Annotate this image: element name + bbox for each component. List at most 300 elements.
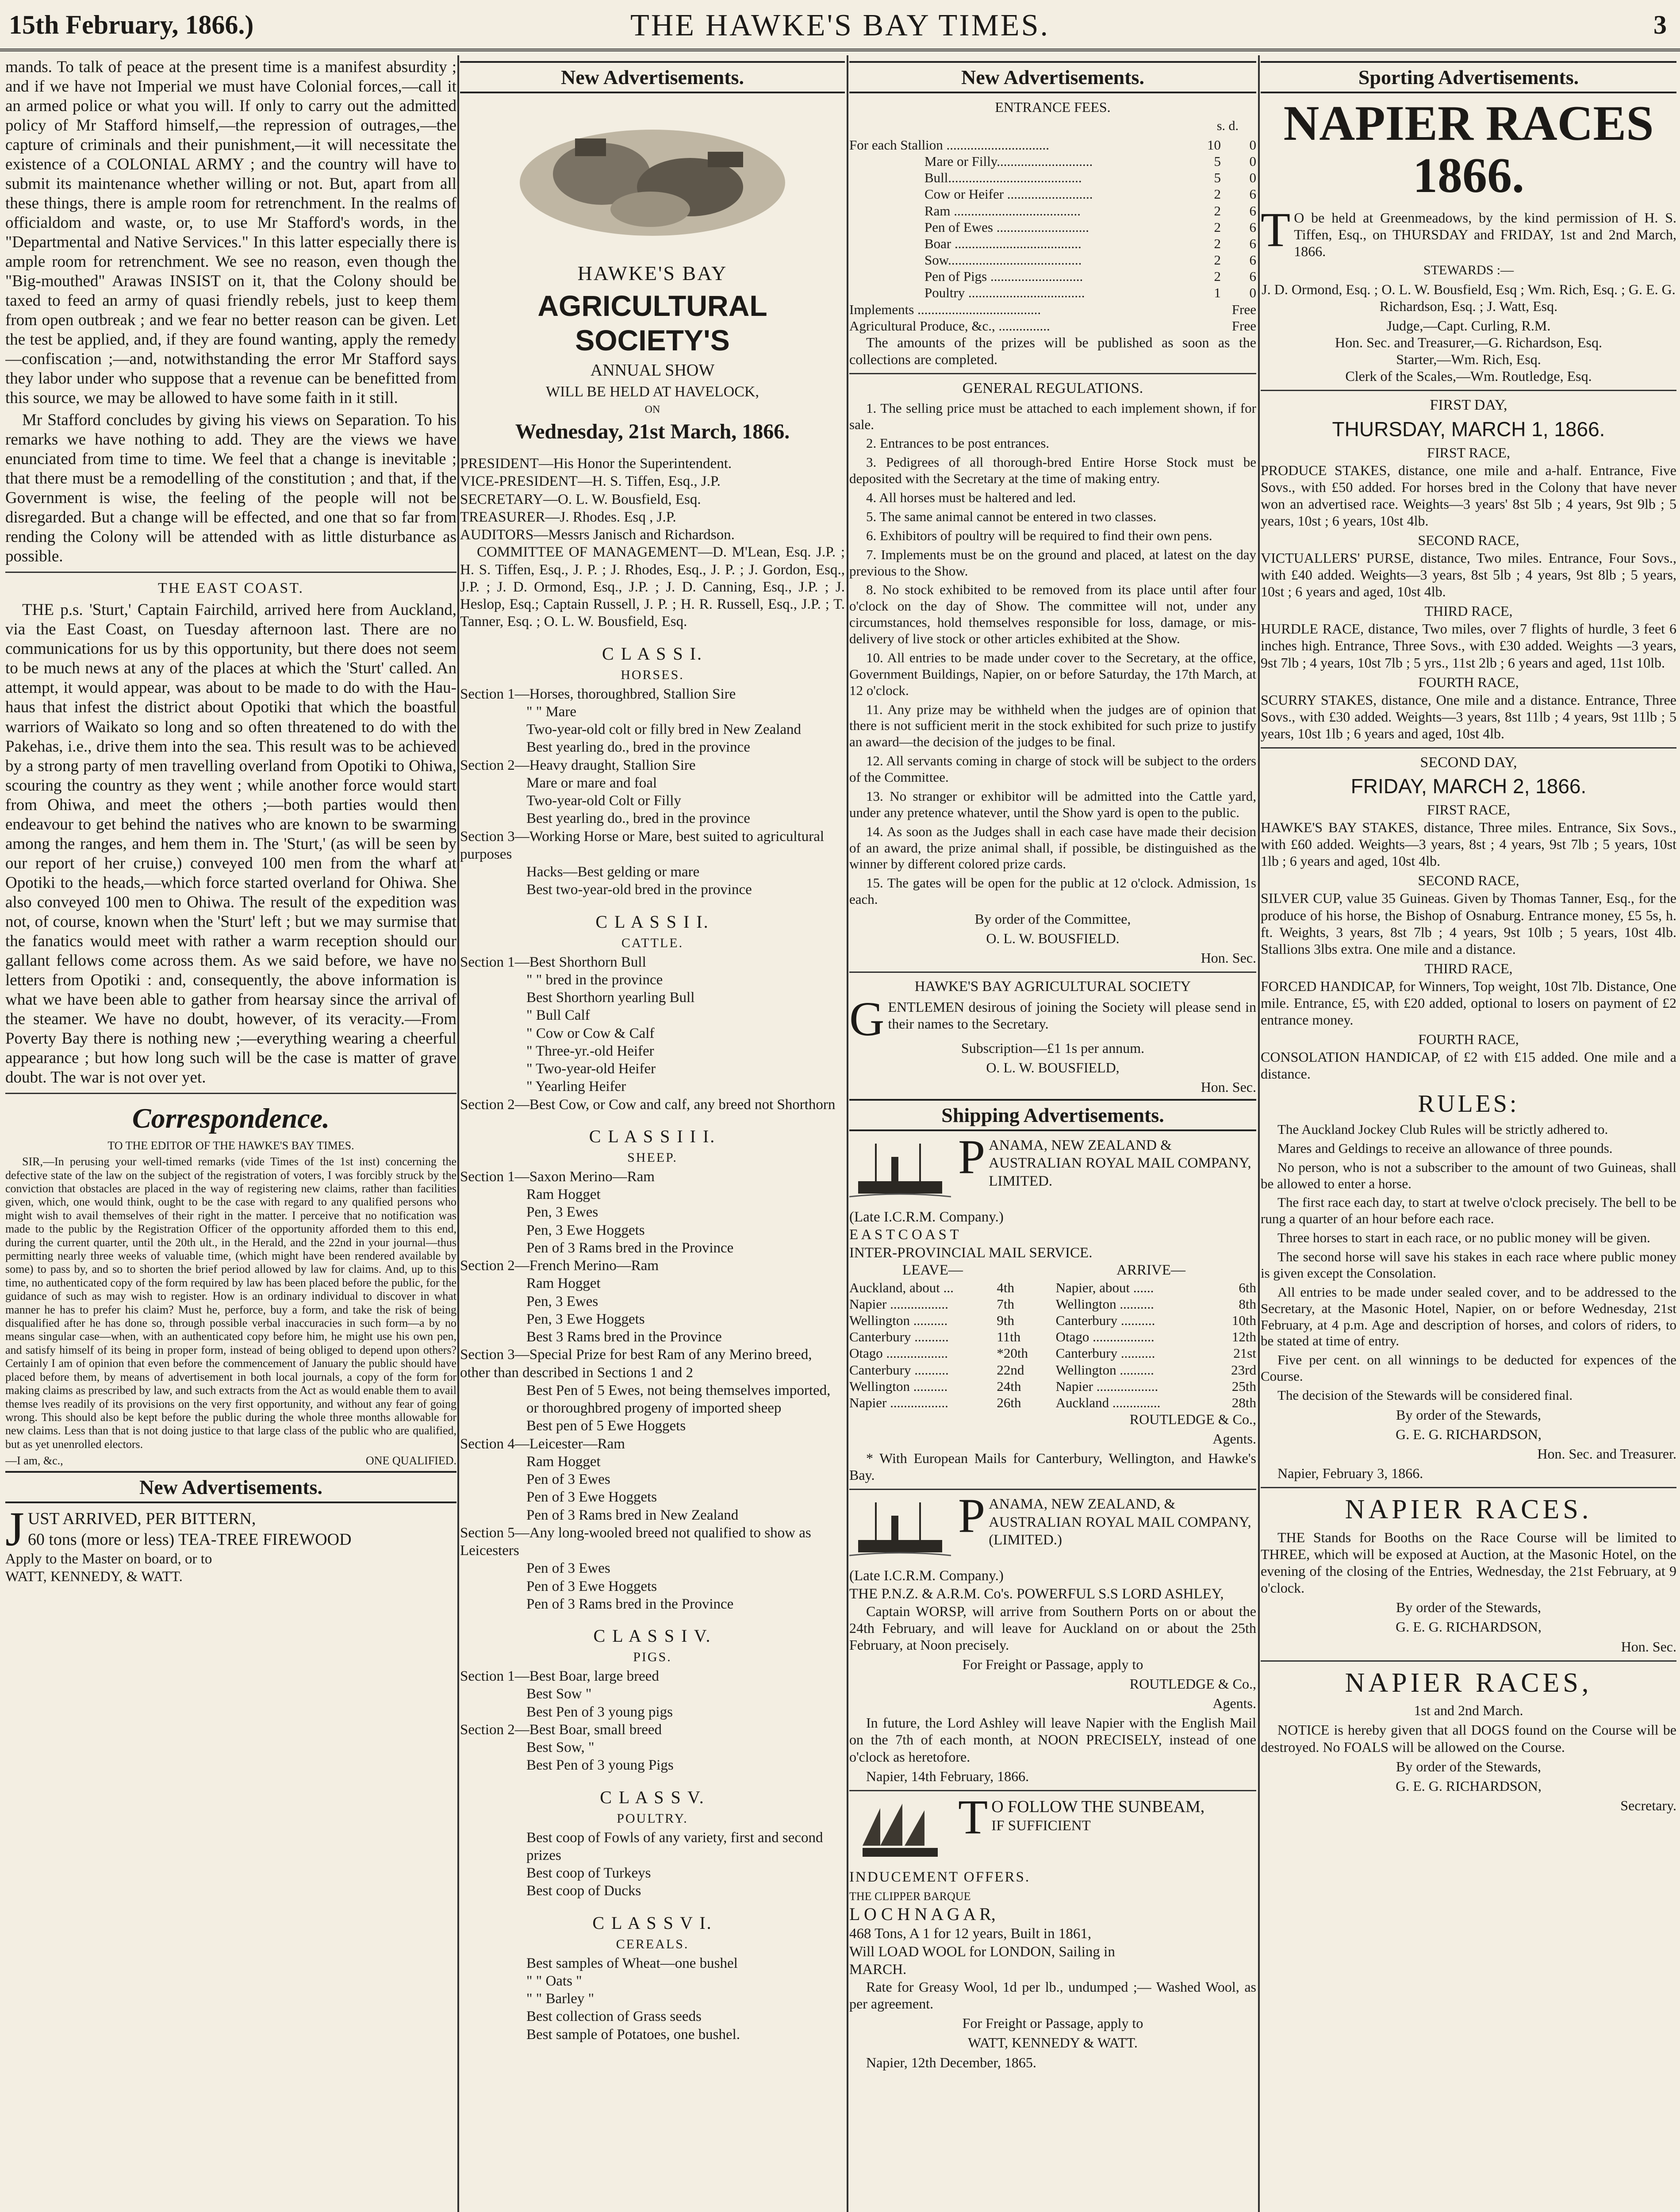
- new-ads-heading: New Advertisements.: [460, 61, 845, 93]
- regulations: [849, 400, 1256, 908]
- class-entry: " " Mare: [526, 703, 577, 720]
- fee-shillings: [1199, 318, 1221, 334]
- divider: [5, 572, 456, 573]
- races-intro: O be held at Greenmeadows, by the kind permission of H. S. Tiffen, Esq., on THURSDAY and FRIDAY, 1st and 2nd March, 1866.: [1294, 210, 1676, 260]
- sunbeam-if: IF SUFFICIENT: [991, 1818, 1091, 1834]
- arrive-day: 12th: [1231, 1329, 1256, 1345]
- leave-port: Wellington ..........: [849, 1378, 948, 1394]
- regulation: 11. Any prize may be withheld when the judges are of opinion that there is not sufficient merit in the stock exhibited for such prize to justify an award—the decision of the judges to be final.: [849, 701, 1256, 750]
- class-entry: Pen of 3 Rams bred in New Zealand: [526, 1507, 739, 1523]
- dropcap: T: [1261, 203, 1291, 257]
- editorial-paragraph: mands. To talk of peace at the present time is a manifest absurdity ; and if we have not Imperial we must have Colonial forces,—call it an armed police or what you will. If only to carry out the admitted policy of Mr Stafford himself,—the repression of outrages,—the capture of criminals and their punishment,—it will necessitate the existence of a COLONIAL ARMY ; and the country will have to submit its maintenance whether willing or not. But, apart from all these things, there is ample room for retrenchment. In the realms of officialdom and waste, or, to use Mr Stafford's words, in the "Departmental and Native Services." In this latter especially there is ample room for retrenchment. We see no reason, even though the "Big-mouthed" Arawas INSIST on it, that the Colony should be taxed to feed an army of quasi friendly rebels, just to keep them from open outbreak ; and we fear no better reason can be given. Let the test be applied, and, if they are found wanting, apply the remedy —confiscation ;—and, notwithstanding the error Mr Stafford says they labor under who suppose that a revenue can be benefitted from this source, we may be allowed to have some faith in it still.: [5, 58, 456, 407]
- class-entry: Best Pen of 3 young pigs: [526, 1704, 673, 1720]
- class-subtitle: POULTRY.: [617, 1811, 688, 1826]
- society-ad-title: HAWKE'S BAY AGRICULTURAL SOCIETY: [914, 979, 1191, 995]
- annual-show: ANNUAL SHOW: [590, 361, 715, 380]
- regulation: 5. The same animal cannot be entered in two classes.: [866, 508, 1157, 524]
- mail-note: * With European Mails for Canterbury, Wellington, and Hawke's Bay.: [849, 1450, 1256, 1483]
- column-1: [5, 58, 456, 2212]
- fee-shillings: 2: [1214, 203, 1221, 219]
- leave-day: 26th: [997, 1394, 1021, 1410]
- day1-date: THURSDAY, MARCH 1, 1866.: [1332, 417, 1605, 441]
- class-entry: " " bred in the province: [526, 972, 663, 988]
- regulation: 6. Exhibitors of poultry will be required to find their own pens.: [866, 527, 1212, 543]
- dogs-notice-dates: 1st and 2nd March.: [1414, 1702, 1523, 1719]
- class-entry: Pen of 3 Rams bred in the Province: [526, 1240, 734, 1256]
- fee-row: [849, 203, 1256, 219]
- dropcap: P: [958, 1489, 986, 1543]
- fee-shillings: 1: [1214, 285, 1221, 301]
- fee-item: Implements ....................................: [849, 301, 1041, 317]
- issue-date: 15th February, 1866.): [9, 10, 254, 39]
- fee-row: [849, 235, 1256, 252]
- rules-signature: G. E. G. RICHARDSON,: [1396, 1426, 1542, 1443]
- class-entry: Pen of 3 Ewes: [526, 1560, 610, 1577]
- class-entry: Section 3—Working Horse or Mare, best suited to agricultural purposes: [460, 828, 825, 862]
- class-entry: Best Shorthorn yearling Bull: [526, 990, 695, 1006]
- committee: COMMITTEE OF MANAGEMENT—D. M'Lean, Esq. J.P. ; H. S. Tiffen, Esq., J. P. ; J. Rhodes, Esq., J. P. ; J. Gordon, Esq., J.P. ; J. D. Ormond, Esq., J.P. ; J. D. Canning, Esq., J.P. ; J. Heslop, Esq.; Captain Russell, J. P. ; H. R. Russell, Esq., J.P. ; T. Tanner, Esq. ; O. L. W. Bousfield, Esq.: [460, 544, 845, 630]
- fee-shillings: 5: [1214, 170, 1221, 186]
- regulation: 7. Implements must be on the ground and placed, at latest on the day previous to the Show.: [849, 546, 1256, 579]
- dogs-notice-signature: G. E. G. RICHARDSON,: [1396, 1778, 1542, 1794]
- newspaper-title: THE HAWKE'S BAY TIMES.: [630, 8, 1050, 42]
- leave-day: 7th: [997, 1296, 1014, 1312]
- race-text: FORCED HANDICAP, for Winners, Top weight, 10st 7lb. Distance, One mile. Entrance, £5, with £20 added, optional to losers on payment of £2 entrance money.: [1261, 978, 1676, 1028]
- leave-day: 22nd: [997, 1362, 1024, 1378]
- races-notice-text: THE Stands for Booths on the Race Course will be limited to THREE, which will be exposed at Auction, at the Masonic Hotel, on the evening of the closing of the Entries, Wednesday, the 21st February, at 9 o'clock.: [1261, 1529, 1676, 1596]
- agent: ROUTLEDGE & Co.,: [1129, 1411, 1256, 1428]
- fee-pence: 0: [1249, 170, 1256, 186]
- divider: [849, 1489, 1256, 1490]
- fee-row: [849, 169, 1256, 186]
- divider: [1261, 390, 1676, 391]
- divider: [1261, 747, 1676, 749]
- society-name: HAWKE'S BAY: [577, 262, 728, 284]
- dogs-notice-order: By order of the Stewards,: [1396, 1758, 1541, 1774]
- class-entry: Two-year-old Colt or Filly: [526, 793, 681, 809]
- race-heading: SECOND RACE,: [1418, 872, 1519, 889]
- fee-item: Ram .....................................: [924, 203, 1081, 219]
- fee-row: [849, 219, 1256, 235]
- class-entry: Ram Hogget: [526, 1453, 601, 1470]
- page-number: 3: [1653, 10, 1667, 39]
- fee-pence: 6: [1249, 219, 1256, 235]
- race-heading: THIRD RACE,: [1424, 960, 1513, 976]
- arrive-header: ARRIVE—: [1116, 1262, 1185, 1278]
- schedule-row: [849, 1378, 1256, 1394]
- rules-title: RULES:: [1418, 1090, 1519, 1118]
- class-entry: Ram Hogget: [526, 1275, 601, 1292]
- show-classes: [460, 643, 845, 2043]
- dropcap: P: [958, 1130, 986, 1184]
- class-title: C L A S S I V.: [593, 1626, 712, 1646]
- officer: VICE-PRESIDENT—H. S. Tiffen, Esq., J.P.: [460, 473, 721, 490]
- society-ad-text: ENTLEMEN desirous of joining the Society will please send in their names to the Secretary.: [888, 998, 1256, 1032]
- leave-day: 11th: [997, 1329, 1021, 1345]
- fee-row: [849, 268, 1256, 284]
- rule-text: Mares and Geldings to receive an allowance of three pounds.: [1277, 1140, 1613, 1156]
- ship-load: Will LOAD WOOL for LONDON, Sailing in: [849, 1943, 1115, 1960]
- regs-order: By order of the Committee,: [974, 911, 1131, 927]
- rule-text: The second horse will save his stakes in each race where public money is given except the Consolation.: [1261, 1249, 1676, 1281]
- society-ad: [849, 991, 1256, 1096]
- panama-east-coast: E A S T C O A S T: [849, 1227, 959, 1243]
- class-entry: Section 2—Best Cow, or Cow and calf, any breed not Shorthorn: [460, 1096, 836, 1113]
- class-entry: Section 1—Best Boar, large breed: [460, 1668, 659, 1685]
- fee-item: Bull.......................................: [924, 170, 1082, 186]
- race-text: HURDLE RACE, distance, Two miles, over 7 flights of hurdle, 3 feet 6 inches high. Entrance, Three Sovs., with £30 added. Weights —3 years, 9st 7lb ; 4 years, 10st 7lb ; 5 yrs., 11st 2lb ; 6 years and aged, 11st 10lb.: [1261, 621, 1676, 671]
- race-text: SILVER CUP, value 35 Guineas. Given by Thomas Tanner, Esq., for the produce of his horse, the Bishop of Osnaburg. Entrance money, £5 5s, h. ft. Weights, 3 years, 8st 7lb ; 4 years, 9st 10lb ; 5 years, 10st 4lb. Stallions 3lbs extra. One mile and a distance.: [1261, 890, 1676, 957]
- rule-text: The decision of the Stewards will be considered final.: [1277, 1387, 1573, 1403]
- freight-line: For Freight or Passage, apply to: [962, 2015, 1143, 2032]
- clipper-label: THE CLIPPER BARQUE: [849, 1889, 971, 1903]
- race-text: VICTUALLERS' PURSE, distance, Two miles. Entrance, Four Sovs., with £40 added. Weights—3 years, 8st 5lb ; 4 years, 9st 8lb ; 5 years, 10st ; 6 years and aged, 10st 4lb.: [1261, 550, 1676, 600]
- leave-port: Wellington ..........: [849, 1312, 948, 1328]
- notice-signature: G. E. G. RICHARDSON,: [1396, 1619, 1542, 1635]
- arrive-day: 21st: [1233, 1345, 1256, 1361]
- day2-races: [1261, 801, 1676, 1082]
- race-rules: [1261, 1121, 1676, 1404]
- letter-closing: —I am, &c.,: [5, 1454, 63, 1467]
- day1-title: FIRST DAY,: [1430, 397, 1507, 414]
- sunbeam-ad: [849, 1790, 1256, 2071]
- shipping-heading: Shipping Advertisements.: [849, 1099, 1256, 1131]
- race-heading: FIRST RACE,: [1427, 802, 1510, 818]
- column-rule: [457, 55, 459, 2212]
- class-subtitle: CATTLE.: [621, 935, 684, 950]
- fees-title: ENTRANCE FEES.: [995, 99, 1111, 115]
- fee-row: [849, 186, 1256, 202]
- fee-item: Pen of Ewes ...........................: [924, 219, 1089, 235]
- race-heading: SECOND RACE,: [1418, 532, 1519, 548]
- officer: TREASURER—J. Rhodes. Esq , J.P.: [460, 509, 676, 525]
- panama-service: INTER-PROVINCIAL MAIL SERVICE.: [849, 1244, 1093, 1261]
- agents-label: Agents.: [1212, 1695, 1256, 1712]
- agent: WATT, KENNEDY & WATT.: [968, 2035, 1138, 2051]
- fee-row: [849, 301, 1256, 318]
- dropcap: G: [849, 991, 885, 1046]
- class-entry: Best sample of Potatoes, one bushel.: [526, 2026, 740, 2043]
- arrive-port: Canterbury ..........: [1055, 1312, 1155, 1328]
- fees-units: s. d.: [1216, 119, 1239, 134]
- official: Judge,—Capt. Curling, R.M.: [1386, 318, 1551, 334]
- class-entry: " Two-year-old Heifer: [526, 1061, 656, 1077]
- fee-pence: 6: [1249, 235, 1256, 251]
- dogs-notice-sign-title: Secretary.: [1620, 1797, 1676, 1813]
- class-entry: Best coop of Ducks: [526, 1883, 641, 1899]
- class-entry: Best two-year-old bred in the province: [526, 882, 752, 898]
- fee-pence: 6: [1249, 186, 1256, 202]
- fee-row: [849, 284, 1256, 301]
- races-notice-title: NAPIER RACES.: [1345, 1494, 1592, 1525]
- steamship-icon: [849, 1498, 951, 1564]
- divider: [1261, 1660, 1676, 1662]
- notice-order: By order of the Stewards,: [1396, 1599, 1541, 1616]
- letter-addressee: TO THE EDITOR OF THE HAWKE'S BAY TIMES.: [107, 1139, 354, 1152]
- sunbeam-inducement: INDUCEMENT OFFERS.: [849, 1869, 1031, 1885]
- class-title: C L A S S V.: [600, 1787, 705, 1807]
- dogs-notice-text: NOTICE is hereby given that all DOGS found on the Course will be destroyed. No FOALS will be allowed on the Course.: [1261, 1722, 1676, 1755]
- races-year: 1866.: [1413, 148, 1524, 203]
- official: Hon. Sec. and Treasurer,—G. Richardson, Esq.: [1335, 334, 1602, 351]
- fee-item: Sow.......................................: [924, 252, 1082, 268]
- class-subtitle: CEREALS.: [616, 1936, 689, 1951]
- wool-rate: Rate for Greasy Wool, 1d per lb., undumped ;— Washed Wool, as per agreement.: [849, 1979, 1256, 2012]
- schedule-row: [849, 1279, 1256, 1296]
- arrive-day: 28th: [1231, 1394, 1256, 1410]
- officer: AUDITORS—Messrs Janisch and Richardson.: [460, 527, 735, 543]
- divider: [849, 1790, 1256, 1791]
- firewood-ad: [5, 1502, 456, 1586]
- race-text: HAWKE'S BAY STAKES, distance, Three miles. Entrance, Six Sovs., with £60 added. Weights—3 years, 8st ; 4 years, 9st 7lb ; 5 years, 10st 1lb ; 6 years and aged, 10st 4lb.: [1261, 819, 1676, 869]
- race-heading: FOURTH RACE,: [1418, 1031, 1519, 1048]
- regulation: 4. All horses must be haltered and led.: [866, 490, 1076, 505]
- official: Clerk of the Scales,—Wm. Routledge, Esq.: [1345, 368, 1592, 384]
- class-title: C L A S S I I.: [595, 911, 710, 932]
- leave-day: 4th: [997, 1279, 1014, 1295]
- stewards-title: STEWARDS :—: [1423, 263, 1514, 278]
- race-text: SCURRY STAKES, distance, One mile and a distance. Entrance, Three Sovs., with £30 added. Weights—3 years, 8st 11lb ; 4 years, 9st 11lb ; 5 years, 10st 1lb ; 6 years and aged, 10st 4lb.: [1261, 691, 1676, 741]
- rules-sign-title: Hon. Sec. and Treasurer.: [1537, 1446, 1676, 1462]
- letter-signature: ONE QUALIFIED.: [365, 1454, 456, 1467]
- day1-races: [1261, 444, 1676, 742]
- arrive-port: Auckland ..............: [1055, 1394, 1161, 1410]
- panama-late: (Late I.C.R.M. Company.): [849, 1568, 1004, 1584]
- regulation: 2. Entrances to be post entrances.: [866, 435, 1050, 451]
- class-entry: Best collection of Grass seeds: [526, 2008, 702, 2025]
- arrive-day: 8th: [1239, 1296, 1256, 1312]
- divider: [849, 373, 1256, 374]
- panama-title: ANAMA, NEW ZEALAND, & AUSTRALIAN ROYAL MAIL COMPANY, (LIMITED.): [989, 1496, 1251, 1548]
- divider: [5, 1093, 456, 1094]
- fee-row: [849, 318, 1256, 334]
- ad-line: WATT, KENNEDY, & WATT.: [5, 1569, 183, 1585]
- on-label: ON: [644, 404, 660, 416]
- class-entry: " " Oats ": [526, 1973, 582, 1989]
- fee-pence: 0: [1249, 285, 1256, 301]
- race-heading: THIRD RACE,: [1424, 603, 1513, 619]
- schedule-row: [849, 1296, 1256, 1312]
- class-entry: Best Pen of 5 Ewes, not being themselves imported, or thoroughbred progeny of imported sheep: [526, 1382, 831, 1417]
- fee-shillings: 2: [1214, 186, 1221, 202]
- class-entry: Best 3 Rams bred in the Province: [526, 1329, 722, 1345]
- ship-month: MARCH.: [849, 1961, 907, 1978]
- class-entry: Best pen of 5 Ewe Hoggets: [526, 1418, 686, 1434]
- panama-ad-2: [849, 1489, 1256, 1784]
- rule-text: All entries to be made under sealed cover, and to be addressed to the Secretary, at the Masonic Hotel, Napier, on or before Wednesday, 21st February, at 4 p.m. Age and description of horses, and colors of riders, to be stated at time of entry.: [1261, 1284, 1676, 1349]
- ship-name: THE P.N.Z. & A.R.M. Co's. POWERFUL S.S LORD ASHLEY,: [849, 1586, 1224, 1602]
- race-text: PRODUCE STAKES, distance, one mile and a-half. Entrance, Five Sovs., with £50 added. For horses bred in the Colony that have never won an advertised race. Weights—3 years' 8st 5lb ; 4 years, 9st 9lb ; 5 years, 10st ; 6 years, 10st 4lb.: [1261, 462, 1676, 529]
- class-entry: " " Barley ": [526, 1991, 595, 2007]
- fee-pence: 6: [1249, 269, 1256, 284]
- leave-port: Canterbury ..........: [849, 1362, 949, 1378]
- class-entry: Best Sow ": [526, 1686, 592, 1702]
- regulation: 12. All servants coming in charge of stock will be subject to the orders of the Committee.: [849, 753, 1256, 785]
- notice-sign-title: Hon. Sec.: [1621, 1638, 1676, 1655]
- fee-shillings: 10: [1207, 137, 1221, 153]
- panama-ad-1: [849, 1130, 1256, 1483]
- class-title: C L A S S I.: [602, 643, 703, 664]
- ad-line: 60 tons (more or less) TEA-TREE FIREWOOD: [27, 1530, 352, 1549]
- fee-pence: 0: [1249, 137, 1256, 153]
- panama-title: ANAMA, NEW ZEALAND & AUSTRALIAN ROYAL MAIL COMPANY, LIMITED.: [989, 1137, 1251, 1189]
- east-coast-article: THE p.s. 'Sturt,' Captain Fairchild, arrived here from Auckland, via the East Coast, on Tuesday afternoon last. There are no communications for us by this opportunity, but there does not seem to be much news at any of the places at which the 'Sturt' called. An attempt, it would appear, was about to be made to do with the Hau-haus that infest the district about Opotiki that which the boastful warriors of Waikato so long and so often threatened to do with the Pakehas, i.e., drive them into the sea. This result was to be achieved by a strong party of men travelling overland from Opotiki to Ohiwa, scouring the country as they went ; while another force would start from Ohiwa, and meet the others ;—both parties would then endeavour to get behind the natives who are known to be swarming among the ranges, and hem them in. The 'Sturt,' (as will be seen by our report of her cruise,) conveyed 100 men from the wharf at Opotiki to the heads,—which force started overland for Ohiwa. She also conveyed 100 men to Ohiwa. The result of the expedition was not, of course, known when the 'Sturt' left ; but we may surmise that the fanatics would meet with rather a warm reception should our gallant fellows come across them. As we said before, we have no letters from Opotiki : and, consequently, the above information is what we have been able to gather from hearsay since the arrival of the steamer. We have no doubt, however, of its veracity.—From Poverty Bay there is nothing new ;—everything wearing a cheerful appearance ; but how long such will be the case is matter of grave doubt. The war is not over yet.: [5, 601, 456, 1087]
- leave-day: 24th: [997, 1378, 1021, 1394]
- class-entry: Pen, 3 Ewes: [526, 1293, 598, 1310]
- class-entry: Section 1—Saxon Merino—Ram: [460, 1168, 655, 1185]
- arrive-port: Canterbury ..........: [1055, 1345, 1155, 1361]
- leave-day: *20th: [997, 1345, 1028, 1361]
- correspondence-heading: Correspondence.: [132, 1102, 330, 1134]
- sporting-heading: Sporting Advertisements.: [1261, 61, 1676, 93]
- ad-line: Apply to the Master on board, or to: [5, 1551, 212, 1567]
- agent: ROUTLEDGE & Co.,: [1129, 1676, 1256, 1692]
- class-entry: Hacks—Best gelding or mare: [526, 864, 700, 880]
- society-sign-title: Hon. Sec.: [1201, 1079, 1256, 1095]
- schedule-row: [849, 1329, 1256, 1345]
- fee-shillings: 2: [1214, 269, 1221, 284]
- dogs-notice-title: NAPIER RACES,: [1345, 1667, 1592, 1698]
- class-entry: Section 1—Horses, thoroughbred, Stallion Sire: [460, 686, 736, 702]
- class-title: C L A S S I I I.: [589, 1126, 716, 1146]
- regulation: 13. No stranger or exhibitor will be admitted into the Cattle yard, under any pretence whatever, until the Show yard is open to the public.: [849, 788, 1256, 820]
- divider: [1261, 1487, 1676, 1488]
- class-entry: " Cow or Cow & Calf: [526, 1025, 655, 1041]
- dropcap: T: [958, 1790, 988, 1844]
- class-entry: Best coop of Fowls of any variety, first and second prizes: [526, 1829, 823, 1863]
- regs-title: GENERAL REGULATIONS.: [962, 380, 1143, 397]
- new-ads-heading: New Advertisements.: [849, 61, 1256, 93]
- schedule-row: [849, 1345, 1256, 1361]
- arrive-port: Napier ..................: [1055, 1378, 1158, 1394]
- fee-pence: Free: [1231, 318, 1256, 334]
- livestock-engraving: [460, 99, 845, 258]
- future-note: In future, the Lord Ashley will leave Napier with the English Mail on the 7th of each month, at NOON PRECISELY, instead of one o'clock as heretofore.: [849, 1715, 1256, 1765]
- arrive-day: 10th: [1231, 1312, 1256, 1328]
- ship-text: Captain WORSP, will arrive from Southern Ports on or about the 24th February, and will leave for Auckland on or about the 25th February, at Noon precisely.: [849, 1603, 1256, 1653]
- officer: PRESIDENT—His Honor the Superintendent.: [460, 456, 732, 472]
- rule-text: No person, who is not a subscriber to the amount of two Guineas, shall be allowed to enter a horse.: [1261, 1159, 1676, 1191]
- column-4: [1261, 58, 1676, 2212]
- sailing-ship-icon: [849, 1799, 951, 1866]
- schedule-row: [849, 1362, 1256, 1378]
- day2-date: FRIDAY, MARCH 2, 1866.: [1350, 775, 1587, 798]
- class-subtitle: SHEEP.: [627, 1150, 678, 1165]
- races-title: NAPIER RACES: [1283, 96, 1654, 151]
- fee-shillings: [1199, 301, 1221, 318]
- class-entry: Section 2—Heavy draught, Stallion Sire: [460, 757, 696, 773]
- class-entry: Section 4—Leicester—Ram: [460, 1436, 625, 1452]
- class-entry: Two-year-old colt or filly bred in New Zealand: [526, 722, 802, 738]
- class-entry: Pen of 3 Ewe Hoggets: [526, 1578, 657, 1594]
- class-entry: Section 5—Any long-wooled breed not qualified to show as Leicesters: [460, 1525, 811, 1559]
- column-3: [849, 58, 1256, 2212]
- letter-body: SIR,—In perusing your well-timed remarks (vide Times of the 1st inst) concerning the defective state of the law on the subject of the registration of voters, I was forcibly struck by the conviction that obstacles are placed in the way of registering new claims, rather than facilities given, which, one would think, ought to be the case with regard to any qualified persons who might wish to avail themselves of their right in the matter. I perceive that no notification was made to the public by the Registration Officer of the opportunity afforded them to this end, during the current quarter, until the 20th ult., in the Herald, and the 22nd in your journal—thus permitting nearly three weeks of valuable time, (which might have been rendered available by some) to pass by, and so to shorten the brief period allowed by law for claims. And, up to this time, no authenticated copy of the form required by law has been placed before the public, for the guidance of such as may wish to register. How is an ordinary individual to discover in what manner he has to prefer his claim? Must he, perforce, buy a form, and take the risk of being disqualified after he has done so, through possible verbal inaccuracies in such form—a by no means singular case—when, with an authenticated copy before him, he might use his own pen, and satisfy himself of its being in proper form, instead of being obliged to depend upon others? Certainly I am of opinion that even before the commencement of January the public should have placed before them, by means of advertisement in both local journals, a copy of the form for making claims as prescribed by law, and such extracts from the Act as would enable them to avail themse lves readily of its provisions on the very first opportunity, and without any fear of going wrong. This should also be kept before the public during the whole three months allowable for new claims. Less than that is not doing justice to that large class of the public who are qualified, but as yet unenrolled electors.: [5, 1155, 456, 1451]
- subscription: Subscription—£1 1s per annum.: [961, 1040, 1145, 1056]
- class-entry: Pen of 3 Ewe Hoggets: [526, 1489, 657, 1505]
- leave-port: Auckland, about ...: [849, 1279, 954, 1295]
- leave-header: LEAVE—: [902, 1262, 963, 1278]
- arrive-day: 25th: [1231, 1378, 1256, 1394]
- ad-line: UST ARRIVED, PER BITTERN,: [27, 1509, 256, 1528]
- class-entry: Best yearling do., bred in the province: [526, 810, 750, 827]
- fee-item: Pen of Pigs ...........................: [924, 269, 1083, 284]
- class-entry: " Three-yr.-old Heifer: [526, 1043, 654, 1059]
- class-title: C L A S S V I.: [592, 1912, 713, 1933]
- fee-pence: 6: [1249, 252, 1256, 268]
- fee-row: [849, 252, 1256, 268]
- fee-pence: 6: [1249, 203, 1256, 219]
- class-entry: Best coop of Turkeys: [526, 1865, 651, 1882]
- stewards: J. D. Ormond, Esq. ; O. L. W. Bousfield, Esq ; Wm. Rich, Esq. ; G. E. G. Richardson, Esq. ; J. Watt, Esq.: [1262, 281, 1676, 314]
- fee-item: Agricultural Produce, &c., ...............: [849, 318, 1050, 334]
- fee-shillings: 2: [1214, 219, 1221, 235]
- day2-title: SECOND DAY,: [1420, 754, 1517, 771]
- class-entry: Pen of 3 Rams bred in the Province: [526, 1596, 734, 1612]
- class-entry: Pen, 3 Ewe Hoggets: [526, 1311, 645, 1327]
- arrive-day: 6th: [1239, 1279, 1256, 1295]
- leave-port: Napier .................: [849, 1394, 948, 1410]
- schedule-table: [849, 1279, 1256, 1411]
- ship-tons: 468 Tons, A 1 for 12 years, Built in 1861,: [849, 1926, 1092, 1942]
- race-text: CONSOLATION HANDICAP, of £2 with £15 added. One mile and a distance.: [1261, 1049, 1676, 1082]
- rules-date: Napier, February 3, 1866.: [1277, 1465, 1423, 1482]
- class-entry: Mare or mare and foal: [526, 775, 657, 791]
- class-entry: Section 2—French Merino—Ram: [460, 1258, 659, 1274]
- fee-item: Poultry ..................................: [924, 285, 1085, 301]
- class-entry: Ram Hogget: [526, 1187, 601, 1203]
- society-title: AGRICULTURAL SOCIETY'S: [537, 289, 767, 357]
- ad-date: Napier, 12th December, 1865.: [866, 2054, 1036, 2070]
- divider: [849, 972, 1256, 973]
- class-entry: Section 2—Best Boar, small breed: [460, 1721, 662, 1738]
- ad-date: Napier, 14th February, 1866.: [866, 1768, 1029, 1784]
- leave-day: 9th: [997, 1312, 1014, 1328]
- class-entry: Best Pen of 3 young Pigs: [526, 1757, 674, 1774]
- class-entry: " Yearling Heifer: [526, 1079, 626, 1095]
- regulation: 14. As soon as the Judges shall in each case have made their decision of an award, the prize animal shall, if possible, be distinguished as the winner by different colored prize cards.: [849, 823, 1256, 872]
- rule-text: The first race each day, to start at twelve o'clock precisely. The bell to be rung a quarter of an hour before each race.: [1261, 1194, 1676, 1227]
- sunbeam-title: O FOLLOW THE SUNBEAM,: [991, 1797, 1205, 1816]
- column-2: [460, 58, 845, 2212]
- class-entry: Best Sow, ": [526, 1740, 595, 1756]
- officer: SECRETARY—O. L. W. Bousfield, Esq.: [460, 491, 701, 507]
- fee-shillings: 5: [1214, 153, 1221, 169]
- class-entry: Pen, 3 Ewe Hoggets: [526, 1222, 645, 1238]
- society-signature: O. L. W. BOUSFIELD,: [986, 1060, 1120, 1076]
- editorial-paragraph: Mr Stafford concludes by giving his views on Separation. To his remarks we have nothing to add. They are the views we have enunciated from time to time. We feel that a change is inevitable ; that there must be a remodelling of the constitution ; and that, if the Government is wise, the feeling of the people will not be disregarded. But a change will be effected, and one that so far from rending the Colony will be attended with as little disturbance as possible.: [5, 411, 456, 566]
- fee-row: [849, 137, 1256, 153]
- regulation: 8. No stock exhibited to be removed from its place until after four o'clock on the day of Show. The committee will not, under any circumstances, hold themselves responsible for loss, damage, or mis-delivery of live stock or other articles exhibited at the Show.: [849, 582, 1256, 646]
- fee-item: Cow or Heifer .........................: [924, 186, 1093, 202]
- regs-sign-title: Hon. Sec.: [1201, 950, 1256, 966]
- fees-table: [849, 137, 1256, 334]
- class-entry: Best samples of Wheat—one bushel: [526, 1955, 738, 1971]
- dropcap: J: [5, 1502, 24, 1556]
- fee-pence: Free: [1231, 301, 1256, 317]
- ship-name: L O C H N A G A R,: [849, 1904, 996, 1924]
- fee-item: Mare or Filly............................: [924, 153, 1093, 169]
- class-entry: Section 1—Best Shorthorn Bull: [460, 954, 646, 970]
- regs-signature: O. L. W. BOUSFIELD.: [986, 930, 1120, 947]
- regulation: 10. All entries to be made under cover to the Secretary, at the office, Government Buildings, Napier, on or before Saturday, the 17th March, at 12 o'clock.: [849, 649, 1256, 698]
- official: Starter,—Wm. Rich, Esq.: [1396, 351, 1541, 368]
- race-officials: [1261, 317, 1676, 384]
- leave-port: Canterbury ..........: [849, 1329, 949, 1345]
- column-rule: [1258, 55, 1260, 2212]
- rule-text: The Auckland Jockey Club Rules will be strictly adhered to.: [1277, 1121, 1608, 1137]
- held-at: WILL BE HELD AT HAVELOCK,: [546, 384, 759, 400]
